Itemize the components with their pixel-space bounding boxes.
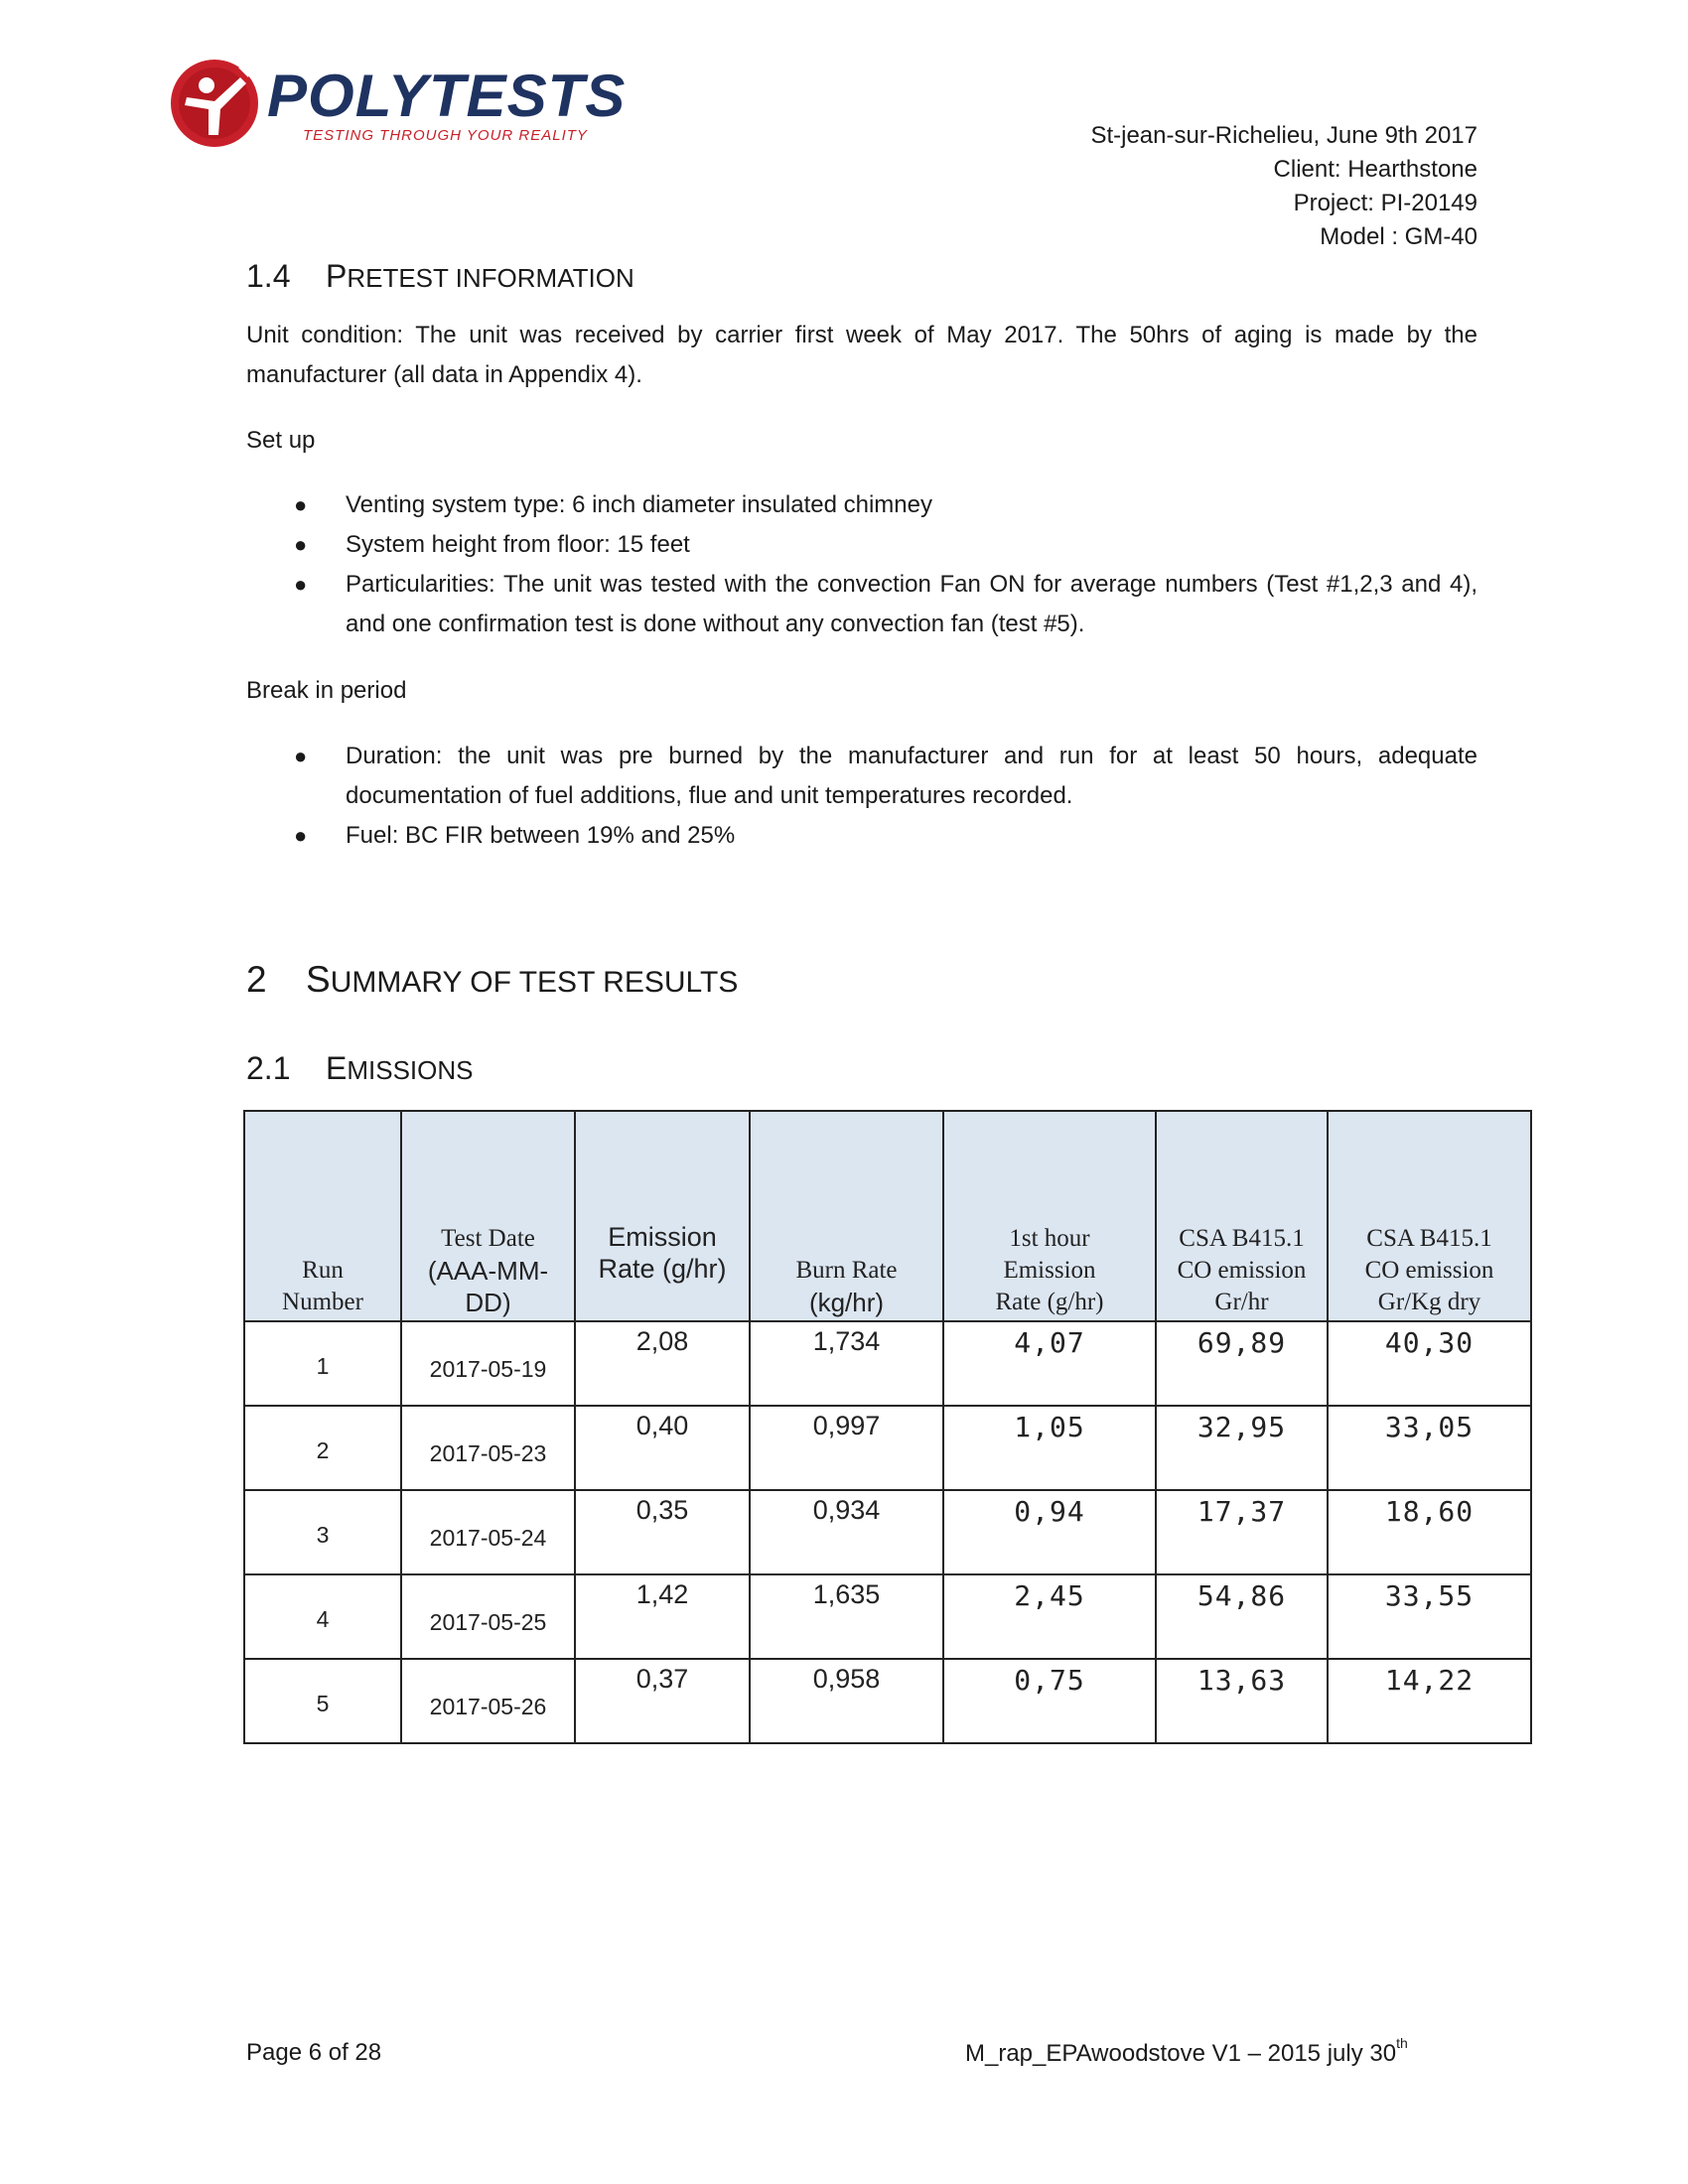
section-heading-pretest [246, 258, 634, 295]
cell-test-date: 2017-05-26 [401, 1659, 575, 1743]
cell-first-hour-emission: 4,07 [943, 1321, 1156, 1406]
cell-emission-rate: 2,08 [575, 1321, 750, 1406]
cell-first-hour-emission: 1,05 [943, 1406, 1156, 1490]
column-header-run-number: Run Number [244, 1111, 401, 1321]
cell-co-emission-grkg: 33,55 [1328, 1574, 1531, 1659]
cell-burn-rate: 1,734 [750, 1321, 943, 1406]
list-item [246, 565, 1477, 644]
column-header-test-date: Test Date (AAA-MM- DD) [401, 1111, 575, 1321]
footer-doc-text: M_rap_EPAwoodstove V1 – 2015 july 30 [965, 2040, 1397, 2067]
cell-first-hour-emission: 0,94 [943, 1490, 1156, 1574]
cell-co-emission-grhr: 32,95 [1156, 1406, 1328, 1490]
location-date: St-jean-sur-Richelieu, June 9th 2017 [1090, 122, 1477, 149]
cell-run-number: 1 [244, 1321, 401, 1406]
section-number: 1.4 [246, 258, 291, 294]
break-in-label: Break in period [246, 677, 407, 704]
logo-tagline: TESTING THROUGH YOUR REALITY [303, 127, 588, 144]
emissions-table [243, 1110, 1532, 1744]
cell-run-number: 4 [244, 1574, 401, 1659]
section-heading-emissions [246, 1050, 473, 1087]
bullet-icon: ● [294, 492, 308, 517]
cell-test-date: 2017-05-24 [401, 1490, 575, 1574]
logo-wordmark: POLYTESTS [267, 63, 627, 129]
cell-emission-rate: 0,35 [575, 1490, 750, 1574]
cell-emission-rate: 1,42 [575, 1574, 750, 1659]
cell-test-date: 2017-05-23 [401, 1406, 575, 1490]
cell-burn-rate: 1,635 [750, 1574, 943, 1659]
list-item [246, 737, 1477, 816]
cell-burn-rate: 0,934 [750, 1490, 943, 1574]
section-title-rest: MISSIONS [347, 1055, 474, 1085]
cell-first-hour-emission: 2,45 [943, 1574, 1156, 1659]
cell-co-emission-grhr: 17,37 [1156, 1490, 1328, 1574]
table-row [244, 1659, 1531, 1743]
polytests-logo-icon [169, 58, 260, 149]
cell-emission-rate: 0,37 [575, 1659, 750, 1743]
cell-run-number: 3 [244, 1490, 401, 1574]
column-header-emission-rate: Emission Rate (g/hr) [575, 1111, 750, 1321]
table-row [244, 1321, 1531, 1406]
section-title-initial: S [306, 959, 331, 1000]
footer-doc-superscript: th [1396, 2035, 1408, 2051]
company-logo [169, 58, 626, 147]
setup-list [246, 485, 1477, 644]
bullet-icon: ● [294, 572, 308, 597]
cell-test-date: 2017-05-25 [401, 1574, 575, 1659]
cell-emission-rate: 0,40 [575, 1406, 750, 1490]
cell-burn-rate: 0,958 [750, 1659, 943, 1743]
cell-co-emission-grhr: 13,63 [1156, 1659, 1328, 1743]
unit-condition-paragraph: Unit condition: The unit was received by carrier first week of May 2017. The 50hrs of aging is made by the manufacturer (all data in Appendix 4). [246, 322, 1477, 388]
footer-page-number: Page 6 of 28 [246, 2039, 382, 2066]
cell-co-emission-grkg: 18,60 [1328, 1490, 1531, 1574]
table-row [244, 1574, 1531, 1659]
project-line: Project: PI-20149 [1293, 190, 1477, 216]
model-line: Model : GM-40 [1320, 223, 1477, 250]
bullet-icon: ● [294, 744, 308, 768]
cell-co-emission-grkg: 40,30 [1328, 1321, 1531, 1406]
list-item [246, 485, 1477, 525]
footer-document-reference [965, 2035, 1408, 2068]
list-item [246, 816, 1477, 856]
cell-co-emission-grhr: 69,89 [1156, 1321, 1328, 1406]
list-item-text: Venting system type: 6 inch diameter insulated chimney [346, 491, 932, 518]
column-header-co-emission-grkg: CSA B415.1 CO emission Gr/Kg dry [1328, 1111, 1531, 1321]
break-in-list [246, 737, 1477, 856]
cell-run-number: 5 [244, 1659, 401, 1743]
cell-co-emission-grhr: 54,86 [1156, 1574, 1328, 1659]
column-header-co-emission-grhr: CSA B415.1 CO emission Gr/hr [1156, 1111, 1328, 1321]
client-line: Client: Hearthstone [1273, 156, 1477, 183]
section-title-initial: P [326, 258, 348, 294]
section-number: 2 [246, 959, 267, 1000]
section-number: 2.1 [246, 1050, 291, 1086]
bullet-icon: ● [294, 823, 308, 848]
section-title-rest: UMMARY OF TEST RESULTS [330, 966, 739, 999]
list-item-text: Particularities: The unit was tested with the convection Fan ON for average numbers (Test #1,2,3 and 4), and one confirmation test is done without any convection fan (test #5). [346, 571, 1477, 637]
cell-test-date: 2017-05-19 [401, 1321, 575, 1406]
cell-run-number: 2 [244, 1406, 401, 1490]
column-header-first-hour-emission: 1st hour Emission Rate (g/hr) [943, 1111, 1156, 1321]
cell-first-hour-emission: 0,75 [943, 1659, 1156, 1743]
section-title-initial: E [326, 1050, 348, 1086]
list-item [246, 525, 1477, 565]
cell-co-emission-grkg: 33,05 [1328, 1406, 1531, 1490]
section-title-rest: RETEST INFORMATION [347, 263, 634, 293]
cell-burn-rate: 0,997 [750, 1406, 943, 1490]
bullet-icon: ● [294, 532, 308, 557]
document-header-info [1090, 119, 1477, 254]
table-row [244, 1490, 1531, 1574]
list-item-text: Fuel: BC FIR between 19% and 25% [346, 822, 736, 849]
section-heading-summary [246, 959, 738, 1001]
column-header-burn-rate: Burn Rate (kg/hr) [750, 1111, 943, 1321]
setup-label: Set up [246, 427, 316, 454]
table-header-row [244, 1111, 1531, 1321]
table-row [244, 1406, 1531, 1490]
list-item-text: System height from floor: 15 feet [346, 531, 690, 558]
cell-co-emission-grkg: 14,22 [1328, 1659, 1531, 1743]
list-item-text: Duration: the unit was pre burned by the manufacturer and run for at least 50 hours, adequate documentation of fuel additions, flue and unit temperatures recorded. [346, 743, 1477, 809]
